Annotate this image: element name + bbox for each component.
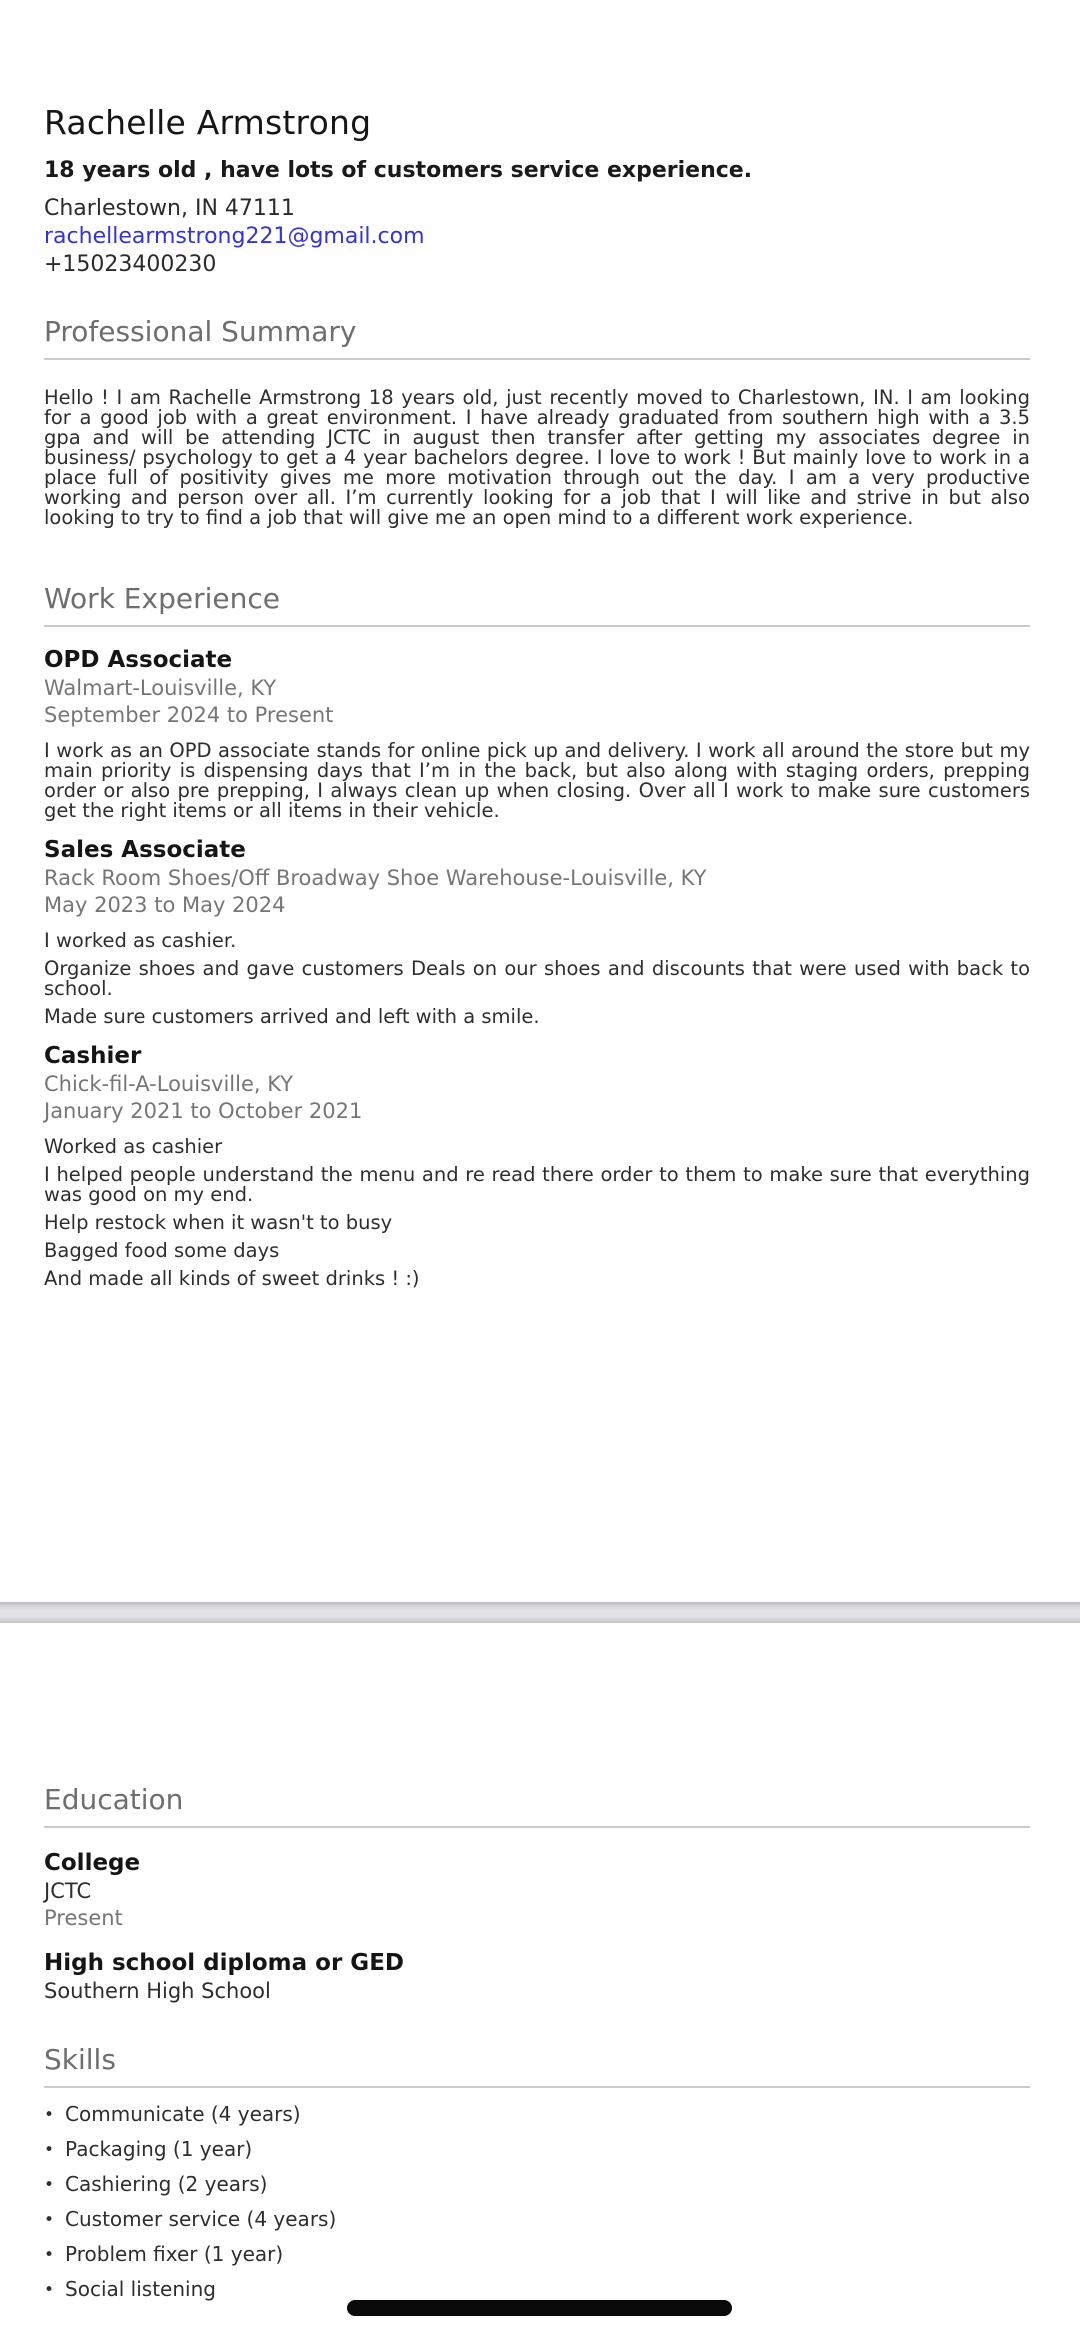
- education-entry-college: [44, 1848, 1030, 1932]
- job-description-paragraph: I worked as cashier.: [44, 929, 237, 952]
- candidate-name: Rachelle Armstrong: [44, 103, 372, 142]
- job-description: [44, 741, 1030, 821]
- candidate-headline: 18 years old , have lots of customers service experience.: [44, 158, 753, 183]
- page-break-divider: [0, 1602, 1080, 1623]
- education-entry-high-school: [44, 1948, 1030, 2005]
- skill-item: • Cashiering (2 years): [44, 2174, 1030, 2196]
- contact-phone: +15023400230: [44, 252, 217, 277]
- job-entry-sales-associate: [44, 835, 1030, 1027]
- section-divider: [44, 625, 1030, 627]
- skills-heading: Skills: [44, 2043, 116, 2076]
- section-divider: [44, 2086, 1030, 2088]
- job-description-paragraph: And made all kinds of sweet drinks ! :): [44, 1267, 420, 1290]
- skills-list: [44, 2104, 1030, 2301]
- job-description-paragraph: Organize shoes and gave customers Deals on our shoes and discounts that were used with back to school.: [44, 957, 1030, 1000]
- job-title: OPD Associate: [44, 647, 233, 673]
- skill-item: • Customer service (4 years): [44, 2209, 1030, 2231]
- education-school: Southern High School: [44, 1979, 271, 2003]
- contact-block: [44, 195, 1030, 279]
- job-company: Chick-fil-A-Louisville, KY: [44, 1072, 294, 1096]
- skill-item: • Social listening: [44, 2279, 1030, 2301]
- work-experience-heading: Work Experience: [44, 582, 280, 615]
- job-description-paragraph: I work as an OPD associate stands for online pick up and delivery. I work all around the store but my main priority is dispensing days that I’m in the back, but also along with staging orders, prepping order or also pre prepping, I always clean up when closing. Over all I work to make sure customers get the right items or all items in their vehicle.: [44, 739, 1030, 822]
- skill-item: • Packaging (1 year): [44, 2139, 1030, 2161]
- education-school: JCTC: [44, 1879, 92, 1903]
- section-divider: [44, 1826, 1030, 1828]
- home-indicator-bar[interactable]: [347, 2300, 732, 2316]
- section-divider: [44, 358, 1030, 360]
- education-degree: High school diploma or GED: [44, 1950, 404, 1976]
- contact-location: Charlestown, IN 47111: [44, 196, 295, 221]
- section-education: [44, 1783, 1030, 2005]
- job-dates: September 2024 to Present: [44, 703, 334, 727]
- job-description-paragraph: Worked as cashier: [44, 1135, 223, 1158]
- contact-email-link[interactable]: rachellearmstrong221@gmail.com: [44, 224, 425, 249]
- job-description-paragraph: I helped people understand the menu and re read there order to them to make sure that everything was good on my end.: [44, 1163, 1030, 1206]
- job-description-paragraph: Made sure customers arrived and left with a smile.: [44, 1005, 540, 1028]
- education-heading: Education: [44, 1783, 184, 1816]
- job-entry-cashier: [44, 1041, 1030, 1289]
- section-skills: [44, 2043, 1030, 2301]
- job-title: Sales Associate: [44, 837, 246, 863]
- resume-page-2: [0, 1783, 1080, 2314]
- section-work-experience: [44, 582, 1030, 1289]
- job-description: [44, 1137, 1030, 1289]
- professional-summary-text: Hello ! I am Rachelle Armstrong 18 years old, just recently moved to Charlestown, IN. I am looking for a good job with a great environment. I have already graduated from southern high with a 3.5 gpa and will be attending JCTC in august then transfer after getting my associates degree in business/ psychology to get a 4 year bachelors degree. I love to work ! But mainly love to work in a place full of positivity gives me more motivation through out the day. I am a very productive working and person over all. I’m currently looking for a job that I will like and strive in but also looking to try to find a job that will give me an open mind to a different work experience.: [44, 386, 1030, 529]
- section-professional-summary: [44, 315, 1030, 528]
- skill-item: • Communicate (4 years): [44, 2104, 1030, 2126]
- job-description-paragraph: Bagged food some days: [44, 1239, 280, 1262]
- professional-summary-heading: Professional Summary: [44, 315, 357, 348]
- job-entry-opd-associate: [44, 645, 1030, 821]
- education-dates: Present: [44, 1906, 123, 1930]
- job-title: Cashier: [44, 1043, 142, 1069]
- skill-item: • Problem fixer (1 year): [44, 2244, 1030, 2266]
- job-description: [44, 931, 1030, 1027]
- job-description-paragraph: Help restock when it wasn't to busy: [44, 1211, 393, 1234]
- education-degree: College: [44, 1850, 141, 1876]
- job-dates: January 2021 to October 2021: [44, 1099, 363, 1123]
- job-company: Walmart-Louisville, KY: [44, 676, 277, 700]
- job-dates: May 2023 to May 2024: [44, 893, 286, 917]
- job-company: Rack Room Shoes/Off Broadway Shoe Warehouse-Louisville, KY: [44, 866, 707, 890]
